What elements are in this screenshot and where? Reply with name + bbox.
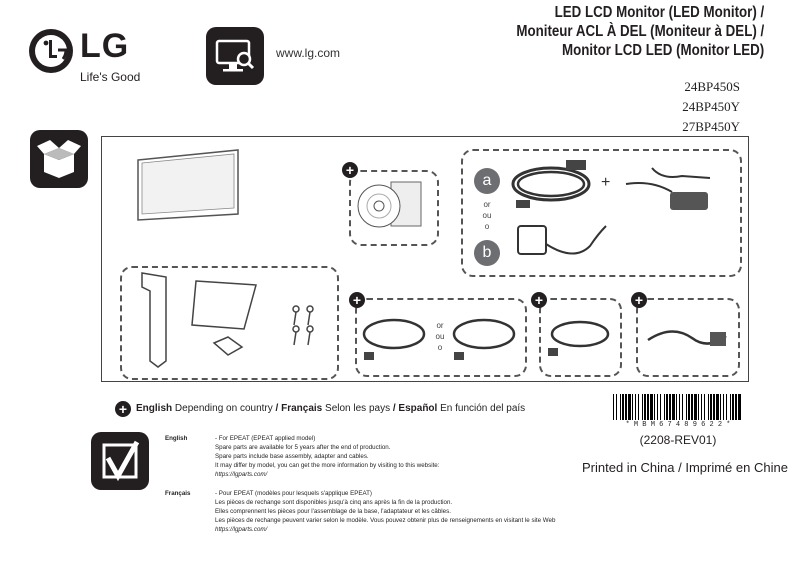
barcode-bar: [672, 394, 675, 420]
barcode-illustration: [612, 394, 742, 420]
title-block: [516, 3, 764, 60]
barcode-bar: [660, 394, 661, 420]
barcode-bar: [682, 394, 683, 420]
cable-illustration: [360, 308, 432, 364]
barcode-bar: [664, 394, 665, 420]
barcode-bar: [738, 394, 741, 420]
barcode-bar: [704, 394, 705, 420]
barcode-bar: [650, 394, 653, 420]
barcode-bar: [691, 394, 693, 420]
barcode-bar: [686, 394, 687, 420]
or-label-block: or ou o: [482, 200, 492, 231]
barcode-bar: [698, 394, 699, 420]
epeat-check-icon: [91, 432, 149, 490]
epeat-fr-text: - Pour EPEAT (modèles pour lesquels s'applique EPEAT) Les pièces de rechange sont disponibles jusqu'à cinq ans après la fin de la production. Elles comprennent les pièces pour l'assemblage de la base, l'adaptateur et les câbles. Les pièces de rechange peuvent varier selon le modèle. Vous pouvez obtenir plus de renseignements en visitant le site Web https://lgparts.com/: [215, 489, 575, 534]
model-item: 24BP450Y: [682, 99, 740, 114]
barcode-text: * M B M 6 7 4 8 9 6 2 2 *: [625, 421, 731, 429]
power-cord-illustration: [506, 156, 600, 212]
barcode-bar: [713, 394, 715, 420]
legend-line: English Depending on country / Français Selon les pays / Español En función del país: [136, 403, 526, 414]
cd-manual-illustration: [355, 180, 431, 232]
barcode-bar: [708, 394, 709, 420]
barcode-bar: [710, 394, 712, 420]
barcode-bar: [732, 394, 734, 420]
or-label-block: or ou o: [435, 321, 445, 352]
brand-tagline: Life's Good: [80, 70, 141, 84]
stand-illustration: [136, 271, 336, 371]
epeat-en-label: English: [165, 435, 188, 442]
barcode-bar: [628, 394, 631, 420]
title-line1: LED LCD Monitor (LED Monitor) /: [554, 4, 764, 21]
model-list: [682, 77, 740, 137]
barcode-bar: [638, 394, 639, 420]
barcode-bar: [676, 394, 677, 420]
barcode-bar: [616, 394, 617, 420]
website: www.lg.com: [276, 46, 341, 60]
title-line2: Moniteur ACL À DEL (Moniteur à DEL) /: [516, 23, 764, 40]
barcode-bar: [694, 394, 697, 420]
epeat-en-text: - For EPEAT (EPEAT applied model) Spare parts are available for 5 years after the end of production. Spare parts include base assembly, adapter and cables. It may differ by model, you can get the more information by visiting to this website: https://lgparts.com/: [215, 434, 535, 479]
cable-illustration: [448, 308, 520, 364]
barcode-bar: [635, 394, 636, 420]
cable-illustration: [642, 318, 732, 358]
barcode-bar: [657, 394, 658, 420]
plus-icon: +: [115, 401, 131, 417]
model-item: 27BP450Y: [682, 119, 740, 134]
barcode-bar: [647, 394, 649, 420]
adapter-illustration: [622, 166, 712, 214]
barcode-bar: [644, 394, 646, 420]
barcode-bar: [622, 394, 624, 420]
monitor-search-icon: [206, 27, 264, 85]
barcode-bar: [723, 394, 724, 420]
epeat-en-url[interactable]: https://lgparts.com/: [215, 471, 268, 478]
badge-a: a: [474, 168, 500, 194]
barcode-bar: [669, 394, 671, 420]
monitor-illustration: [134, 148, 242, 224]
cable-illustration: [544, 312, 614, 362]
barcode-bar: [716, 394, 719, 420]
barcode-bar: [632, 394, 633, 420]
plus-icon: +: [342, 162, 358, 178]
barcode-bar: [679, 394, 680, 420]
barcode-bar: [642, 394, 643, 420]
barcode-bar: [701, 394, 702, 420]
badge-b: b: [474, 240, 500, 266]
epeat-fr-url[interactable]: https://lgparts.com/: [215, 526, 268, 533]
barcode-bar: [726, 394, 727, 420]
box-icon: [30, 130, 88, 188]
barcode-bar: [613, 394, 614, 420]
title-line3: Monitor LCD LED (Monitor LED): [561, 42, 764, 59]
plus-text: +: [601, 174, 611, 191]
barcode-bar: [625, 394, 627, 420]
barcode-bar: [735, 394, 737, 420]
barcode-bar: [688, 394, 690, 420]
revision: (2208-REV01): [639, 433, 717, 447]
printed-in: Printed in China / Imprimé en Chine: [582, 460, 788, 475]
plus-icon: +: [531, 292, 547, 308]
barcode-bar: [620, 394, 621, 420]
epeat-fr-label: Français: [165, 490, 191, 497]
wall-adapter-illustration: [514, 218, 614, 268]
model-item: 24BP450S: [684, 79, 740, 94]
brand-name: LG: [80, 27, 130, 65]
plus-icon: +: [349, 292, 365, 308]
plus-icon: +: [631, 292, 647, 308]
barcode-bar: [666, 394, 668, 420]
barcode-bar: [730, 394, 731, 420]
barcode-bar: [720, 394, 721, 420]
lg-logo-icon: [28, 28, 74, 74]
barcode-bar: [654, 394, 655, 420]
